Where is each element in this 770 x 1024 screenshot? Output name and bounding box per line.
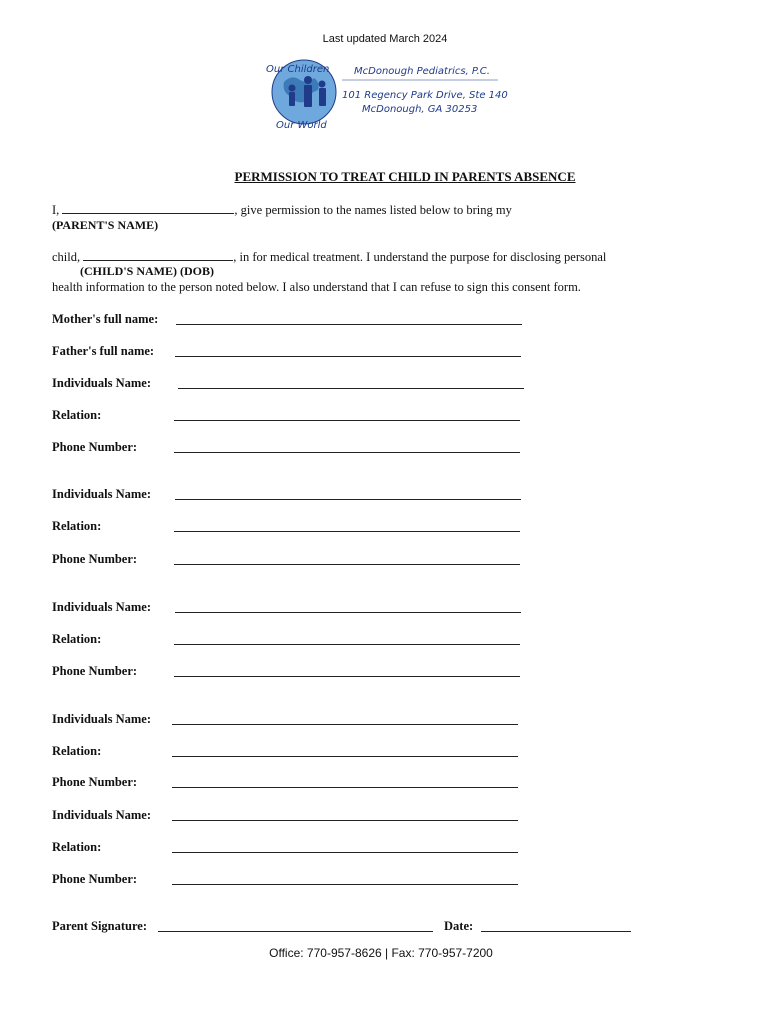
individual-4-name-label: Individuals Name: bbox=[52, 712, 151, 726]
logo-address-line2: McDonough, GA 30253 bbox=[362, 104, 478, 115]
individual-4-name-field[interactable] bbox=[172, 724, 518, 725]
individual-1-relation-label: Relation: bbox=[52, 408, 102, 422]
individual-1-name-label: Individuals Name: bbox=[52, 376, 151, 390]
logo-arc-top: Our Children bbox=[266, 64, 330, 75]
individual-2-phone-field[interactable] bbox=[174, 564, 520, 565]
individual-1-phone-label: Phone Number: bbox=[52, 440, 138, 454]
last-updated-text: Last updated March 2024 bbox=[322, 33, 448, 45]
intro-line1-suffix: , give permission to the names listed below to bring my bbox=[234, 203, 512, 217]
individual-5-relation-label: Relation: bbox=[52, 840, 102, 854]
intro-line-1 bbox=[52, 202, 512, 218]
father-name-field[interactable] bbox=[175, 356, 521, 357]
logo-graphic bbox=[262, 48, 512, 134]
individual-1-name-field[interactable] bbox=[178, 388, 524, 389]
practice-logo bbox=[262, 48, 512, 134]
individual-2-name-label: Individuals Name: bbox=[52, 487, 151, 501]
mother-name-label: Mother's full name: bbox=[52, 312, 159, 326]
intro-line-2 bbox=[52, 249, 606, 265]
individual-5-name-label: Individuals Name: bbox=[52, 808, 151, 822]
parent-signature-label: Parent Signature: bbox=[52, 919, 148, 933]
intro-line2-prefix: child, bbox=[52, 250, 81, 264]
individual-1-relation-field[interactable] bbox=[174, 420, 520, 421]
individual-3-phone-label: Phone Number: bbox=[52, 664, 138, 678]
individual-4-relation-label: Relation: bbox=[52, 744, 102, 758]
date-field[interactable] bbox=[481, 931, 631, 932]
individual-2-phone-label: Phone Number: bbox=[52, 552, 138, 566]
intro-line1-prefix: I, bbox=[52, 203, 60, 217]
intro-line-3: health information to the person noted below. I also understand that I can refuse to sign this consent form. bbox=[52, 280, 581, 294]
individual-2-relation-label: Relation: bbox=[52, 519, 102, 533]
individual-2-relation-field[interactable] bbox=[174, 531, 520, 532]
individual-3-name-label: Individuals Name: bbox=[52, 600, 151, 614]
parent-name-caption: (PARENT'S NAME) bbox=[52, 218, 159, 232]
mother-name-field[interactable] bbox=[176, 324, 522, 325]
date-label: Date: bbox=[444, 919, 474, 933]
father-name-label: Father's full name: bbox=[52, 344, 155, 358]
child-name-caption: (CHILD'S NAME) (DOB) bbox=[80, 264, 214, 278]
individual-3-name-field[interactable] bbox=[175, 612, 521, 613]
individual-2-name-field[interactable] bbox=[175, 499, 521, 500]
individual-5-relation-field[interactable] bbox=[172, 852, 518, 853]
individual-4-relation-field[interactable] bbox=[172, 756, 518, 757]
individual-3-relation-field[interactable] bbox=[174, 644, 520, 645]
individual-5-phone-label: Phone Number: bbox=[52, 872, 138, 886]
individual-3-phone-field[interactable] bbox=[174, 676, 520, 677]
intro-line2-suffix: , in for medical treatment. I understand the purpose for disclosing personal bbox=[233, 250, 607, 264]
office-contact-footer: Office: 770-957-8626 | Fax: 770-957-7200 bbox=[269, 946, 493, 960]
form-title: PERMISSION TO TREAT CHILD IN PARENTS ABSENCE bbox=[234, 169, 576, 184]
logo-arc-bottom: Our World bbox=[276, 120, 327, 131]
individual-4-phone-label: Phone Number: bbox=[52, 775, 138, 789]
parent-name-blank[interactable] bbox=[62, 202, 234, 214]
individual-5-name-field[interactable] bbox=[172, 820, 518, 821]
parent-signature-field[interactable] bbox=[158, 931, 433, 932]
child-name-blank[interactable] bbox=[83, 249, 233, 261]
logo-address-line1: 101 Regency Park Drive, Ste 140 bbox=[342, 90, 508, 101]
individual-3-relation-label: Relation: bbox=[52, 632, 102, 646]
logo-practice-name: McDonough Pediatrics, P.C. bbox=[354, 66, 490, 77]
individual-5-phone-field[interactable] bbox=[172, 884, 518, 885]
individual-1-phone-field[interactable] bbox=[174, 452, 520, 453]
individual-4-phone-field[interactable] bbox=[172, 787, 518, 788]
